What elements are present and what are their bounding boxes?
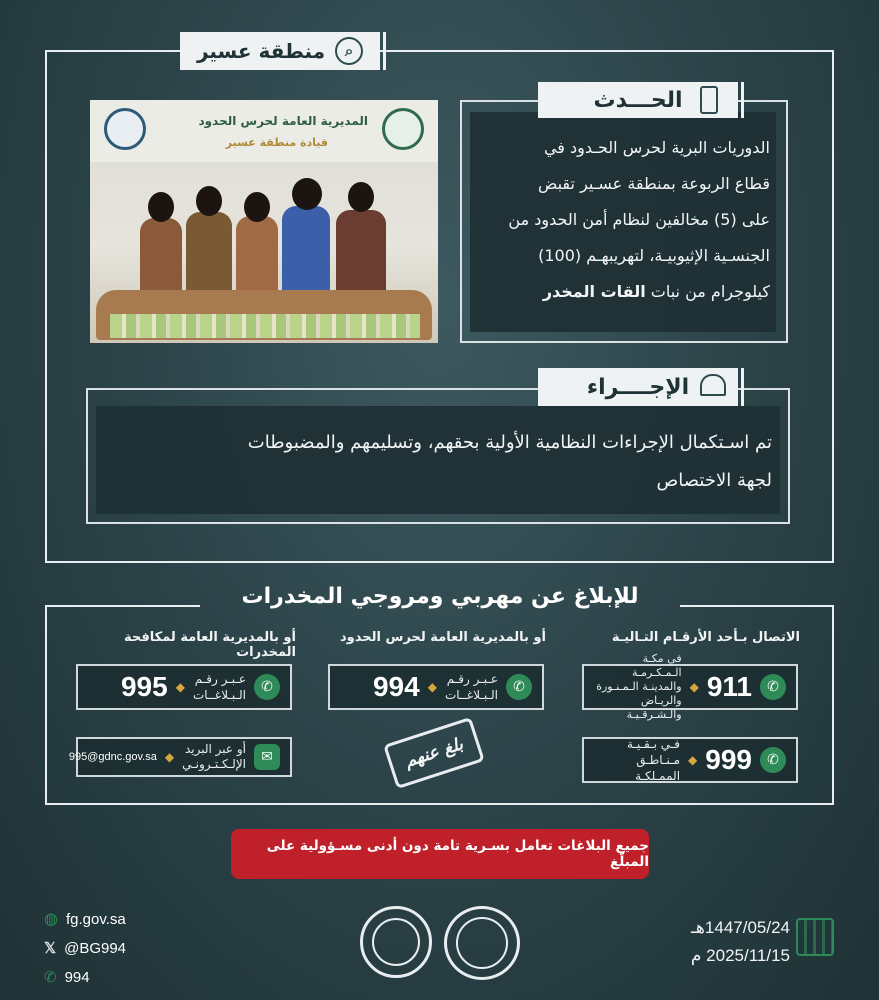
email-box[interactable]: [68, 737, 292, 777]
hotline-911-desc-2: والمدينـة الـمـنـورة: [596, 680, 682, 693]
hotline-999-number: 999: [705, 744, 752, 775]
hotline-999-desc-1: فـي بـقـيـة: [626, 737, 681, 751]
report-stamp-text: بلغ عنهم: [402, 734, 466, 772]
action-text: [100, 424, 772, 500]
border-guard-emblem-inner: [456, 917, 508, 969]
suspect-head: [348, 182, 374, 212]
footer-contacts: [44, 905, 224, 992]
hotline-994-desc: [445, 671, 498, 703]
event-line-4: الجنسـية الإثيوبيـة، لتهريبهـم (100): [538, 246, 770, 265]
twitter-row[interactable]: [44, 934, 224, 963]
hotline-994-number: 994: [372, 671, 420, 702]
region-title-tab: [180, 32, 380, 70]
hotline-995-desc-1: عـبـر رقـم: [194, 672, 246, 686]
border-guard-emblem: [444, 906, 520, 980]
phone-icon: ✆: [254, 674, 280, 700]
phone-radio-icon: [700, 86, 718, 114]
email-desc: [182, 742, 246, 772]
action-line-2: لجهة الاختصاص: [656, 470, 772, 491]
siren-icon: [700, 374, 726, 396]
calendar-icon: [796, 918, 834, 956]
confidentiality-notice-text: جميع البلاغات تعامل بسـرية تامة دون أدنى مسـؤولية على المبلّغ: [266, 838, 649, 870]
hotline-994-box[interactable]: [328, 664, 544, 710]
report-col1-heading: الاتصال بـأحد الأرقـام التـاليـة: [611, 630, 800, 645]
action-line-1: تم اسـتكمال الإجراءات النظامية الأولية بحقهم، وتسليمهم والمضبوطات: [247, 432, 772, 453]
photo-banner-title: المديرية العامة لحرس الحدود: [198, 114, 368, 128]
hotline-911-desc: [594, 652, 682, 722]
phone-icon: ✆: [760, 674, 786, 700]
email-desc-2: الإلـكـتـرونـي: [182, 757, 246, 771]
report-frame-top-right: [680, 605, 834, 607]
hotline-995-number: 995: [120, 671, 168, 702]
confidentiality-notice: [231, 829, 649, 879]
event-line-3: على (5) مخالفين لنظام أمن الحدود من: [508, 210, 770, 229]
website-link[interactable]: fg.gov.sa: [65, 911, 126, 928]
chevron-icon: ◆: [164, 750, 175, 764]
suspect-head: [148, 192, 174, 222]
email-address[interactable]: 995@gdnc.gov.sa: [68, 751, 157, 763]
hotline-911-desc-1: في مكـة الـمـكـرمـة: [632, 652, 682, 679]
chevron-icon: ◆: [688, 753, 698, 767]
phone-icon: ✆: [760, 747, 786, 773]
footer-dates: [630, 914, 790, 970]
footer-phone[interactable]: 994: [64, 969, 90, 986]
date-gregorian: 2025/11/15 م: [690, 946, 790, 965]
photo-banner-subtitle: قيادة منطقة عسير: [225, 136, 328, 149]
mail-icon: ✉: [254, 744, 280, 770]
hotline-999-box[interactable]: [582, 737, 798, 783]
hotline-995-desc-2: الـبـلاغــات: [192, 688, 246, 702]
region-title: منطقة عسير: [196, 39, 326, 63]
x-twitter-icon: 𝕏: [44, 940, 57, 957]
hotline-994-desc-2: الـبـلاغــات: [444, 688, 498, 702]
event-title: الحـــدث: [593, 87, 683, 113]
border-guard-logo: [382, 108, 424, 150]
report-col3-heading: أو بالمديرية العامة لمكافحة المخدرات: [123, 630, 296, 660]
suspect-head: [196, 186, 222, 216]
hotline-999-desc: [594, 736, 680, 784]
suspect-head: [244, 192, 270, 222]
website-row[interactable]: [44, 905, 224, 934]
report-frame-top-left: [45, 605, 200, 607]
hotline-911-box[interactable]: [582, 652, 798, 721]
hotline-994-desc-1: عـبـر رقـم: [446, 672, 498, 686]
event-line-5: [474, 274, 770, 310]
event-line-1: الدوريات البرية لحرس الحـدود في: [543, 138, 770, 157]
hotline-911-number: 911: [706, 671, 752, 702]
globe-icon: ◍: [44, 911, 58, 928]
region-title-divider: [383, 32, 386, 70]
date-hijri: 1447/05/24هـ: [690, 918, 790, 937]
event-text: [474, 130, 770, 310]
phone-icon: ✆: [506, 674, 532, 700]
hotline-999-desc-2: مـنـاطـق الممـلكـة: [635, 753, 681, 783]
search-globe-icon: ⌕: [335, 37, 363, 65]
hotline-995-desc: [193, 671, 246, 703]
twitter-handle[interactable]: @BG994: [64, 940, 127, 957]
chevron-icon: ◆: [689, 680, 699, 694]
event-line-2: قطاع الربوعة بمنطقة عسـير تقبض: [538, 174, 770, 193]
news-photo: [90, 100, 438, 343]
report-title: للإبلاغ عن مهربي ومروجي المخدرات: [241, 584, 639, 609]
email-desc-1: أو عبر البريد: [184, 742, 246, 756]
photo-banner: [90, 100, 438, 162]
action-title: الإجــــراء: [586, 374, 690, 400]
action-title-divider: [741, 368, 744, 406]
anti-narcotics-emblem-inner: [372, 918, 420, 966]
seized-bundles: [110, 314, 420, 338]
anti-narcotics-emblem: [360, 906, 432, 978]
suspect-head: [292, 178, 322, 210]
hotline-995-box[interactable]: [76, 664, 292, 710]
phone-icon: ✆: [44, 969, 57, 986]
hotline-911-desc-3: والريـاض والـشـرقـيـة: [626, 694, 682, 721]
chevron-icon: ◆: [427, 680, 437, 694]
coast-guard-logo: [104, 108, 146, 150]
event-line-5-bold: القات المخدر: [542, 282, 646, 301]
chevron-icon: ◆: [175, 680, 185, 694]
report-col2-heading: أو بالمديرية العامة لحرس الحدود: [340, 630, 546, 645]
event-title-divider: [741, 82, 744, 118]
event-line-5-prefix: كيلوجرام من نبات: [645, 282, 770, 301]
phone-row[interactable]: [44, 963, 224, 992]
